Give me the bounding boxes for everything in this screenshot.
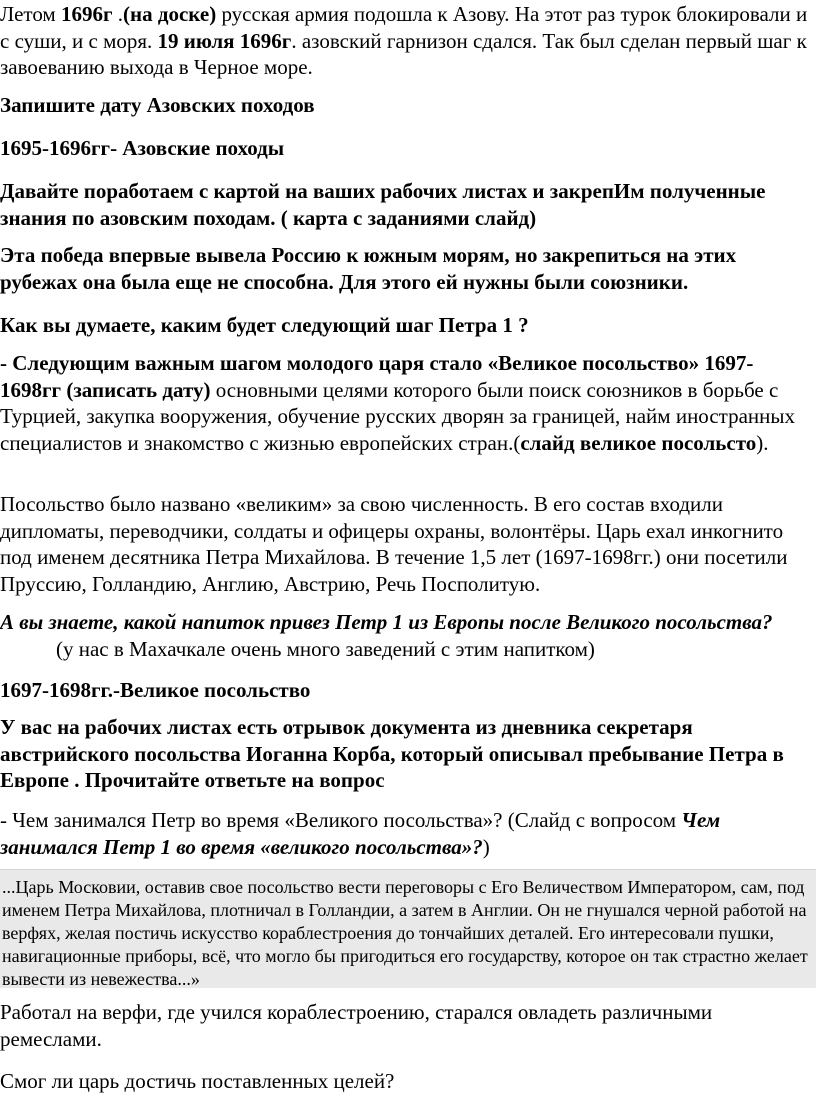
date-1696: 1696г [60, 2, 113, 26]
text: ) [482, 834, 490, 859]
quote-block [0, 869, 816, 988]
text: Летом [0, 2, 61, 26]
heading-azov-campaigns: 1695-1696гг- Азовские походы [0, 136, 285, 160]
paragraph-korb-document: У вас на рабочих листах есть отрывок документа из дневника секретаря австрийского посольства Иоганна Корба, который описывал пребывание Петра в Европе . Прочитайте ответьте на вопрос [0, 715, 784, 792]
heading-write-date: Запишите дату Азовских походов [0, 93, 315, 117]
paragraph-map-task: Давайте поработаем с картой на ваших рабочих листах и закрепИм полученные знания по азовским походам. ( карта с заданиями слайд) [0, 179, 766, 230]
text-bold: - Следующим важным шагом молодого царя стало «Великое посольство» 1697-1698гг (записать дату) [0, 351, 754, 402]
question-what-peter-did [0, 807, 812, 860]
paragraph-embassy-members: Посольство было названо «великим» за свою численность. В его состав входили дипломаты, переводчики, солдаты и офицеры охраны, волонтёры. Царь ехал инкогнито под именем десятника Петра Михайлова. В течение 1,5 лет (1697-1698гг.) они посетили Пруссию, Голландию, Англию, Австрию, Речь Посполитую. [0, 492, 788, 596]
text: - Чем занимался Петр во время «Великого посольства»? (Слайд с вопросом [0, 808, 682, 832]
text-bold-italic: А вы знаете, какой напиток привез Петр 1 из Европы после Великого посольства? [0, 610, 773, 634]
text-bold-italic: Чем занимался Петр 1 во время «великого посольства»? [0, 808, 721, 859]
answer-shipyard: Работал на верфи, где учился кораблестроению, старался овладеть различными ремеслами. [0, 1000, 713, 1051]
text: . азовский гарнизон сдался. Так был сделан первый шаг к завоеванию выхода в Черное море. [0, 28, 807, 79]
text: ). [756, 430, 769, 455]
text: русская армия подошла к Азову. На этот раз турок блокировали и с суши, и с моря. [0, 2, 808, 53]
paragraph-azov-1696 [0, 1, 812, 81]
quote-text: ...Царь Московии, оставив свое посольство вести переговоры с Его Величеством Императором, сам, под именем Петра Михайлова, плотничал в Голландии, а затем в Англии. Он не гнушался черной работой на верфях, желая постичь искусство кораблестроения до тончайших деталей. Его интересовали пушки, навигационные приборы, всё, что могло бы пригодиться его государству, которое он так страстно желает вывести из невежества...» [2, 877, 808, 989]
date-19-july: 19 июля 1696г [157, 28, 292, 53]
text: (у нас в Махачкале очень много заведений с этим напитком) [56, 636, 595, 661]
question-next-step: Как вы думаете, каким будет следующий шаг Петра 1 ? [0, 313, 529, 337]
text: . [112, 2, 124, 26]
paragraph-victory: Эта победа впервые вывела Россию к южным морям, но закрепиться на этих рубежах она была еще не способна. Для этого ей нужны были союзники. [0, 243, 737, 294]
board-note: (на доске) [123, 2, 217, 26]
question-drink [0, 609, 812, 662]
slide-note: слайд великое посольсто [520, 430, 757, 455]
question-goals: Смог ли царь достичь поставленных целей? [0, 1069, 395, 1093]
paragraph-great-embassy [0, 350, 812, 456]
text: основными целями которого были поиск союзников в борьбе с Турцией, закупка вооружения, обучение русских дворян за границей, найм иностранных специалистов и знакомство с жизнью европейских стран.( [0, 377, 795, 455]
heading-great-embassy-dates: 1697-1698гг.-Великое посольство [0, 678, 311, 702]
